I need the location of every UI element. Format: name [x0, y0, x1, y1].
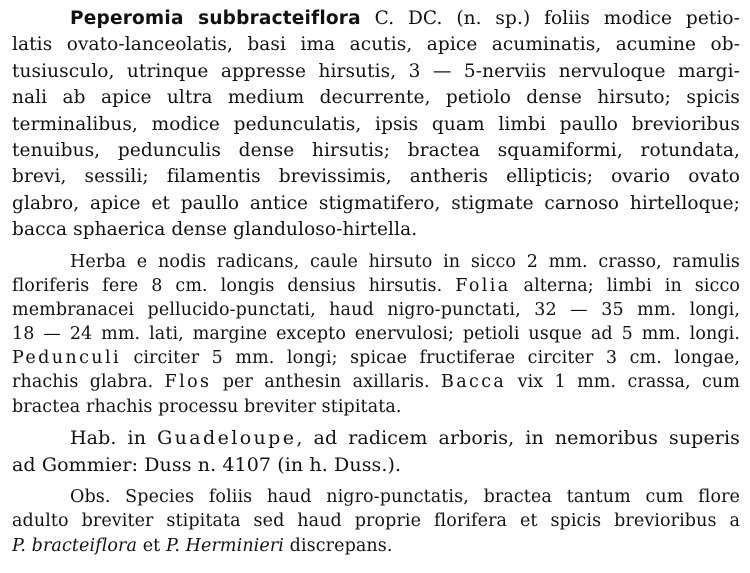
habitat-line [12, 425, 740, 452]
habit-text: rhachis glabra. [12, 372, 165, 393]
habit-line [12, 370, 740, 394]
observations-text: et [137, 535, 166, 556]
description-line [12, 6, 740, 32]
description-line: tusiusculo, utrinque appresse hirsutis, 3 — 5-nerviis nervuloque margi- [12, 60, 740, 82]
description-line-text: C. DC. (n. sp.) foliis modice petio- [360, 8, 740, 29]
observations-line: adulto breviter stipitata sed haud proprie florifera et spicis brevioribus a [12, 511, 740, 532]
taxon-name: P. Herminieri [165, 535, 284, 556]
habit-text: per anthesin axillaris. [211, 372, 441, 393]
species-description [12, 6, 740, 244]
habit-line: 18 — 24 mm. lati, margine excepto enervulosi; petioli usque ad 5 mm. longi. [12, 324, 740, 345]
taxon-name: P. bracteiflora [12, 535, 138, 556]
habit-line: bractea rhachis processu breviter stipitata. [12, 396, 402, 417]
description-line: terminalibus, modice pedunculatis, ipsis quam limbi paullo brevioribus [12, 113, 740, 135]
habit-paragraph [12, 250, 740, 419]
description-line: brevi, sessili; filamentis brevissimis, antheris ellipticis; ovario ovato [12, 166, 740, 188]
description-line: bacca sphaerica dense glanduloso-hirtella. [12, 219, 418, 241]
habit-text: alterna; limbi in sicco [510, 275, 740, 296]
description-line: glabro, apice et paullo antice stigmatifero, stigmate carnoso hirtelloque; [12, 192, 740, 214]
habit-text: floriferis fere 8 cm. longis densius hirsutis. [12, 275, 456, 296]
habitat-text: , ad radicem arboris, in nemoribus superis [296, 426, 740, 449]
habitat-text: Hab. in [70, 426, 158, 449]
habit-line [12, 346, 740, 370]
habitat-line: ad Gommier: Duss n. 4107 (in h. Duss.). [12, 453, 402, 476]
habit-line: membranacei pellucido-punctati, haud nigro-punctati, 32 — 35 mm. longi, [12, 299, 740, 320]
habit-spaced-term: Folia [455, 275, 511, 296]
habitat-paragraph [12, 425, 740, 479]
observations-paragraph [12, 485, 740, 559]
habit-text: circiter 5 mm. longi; spicae fructiferae circiter 3 cm. longae, [120, 348, 740, 369]
observations-line: Obs. Species foliis haud nigro-punctatis, bractea tantum cum flore [70, 486, 740, 507]
locality-name: Guadeloupe [157, 426, 297, 449]
observations-line [12, 534, 740, 559]
habit-text: vix 1 mm. crassa, cum [506, 372, 740, 393]
species-name: Peperomia subbracteiflora [70, 8, 361, 29]
habit-spaced-term: Bacca [440, 372, 507, 393]
habit-spaced-term: Flos [164, 372, 212, 393]
observations-text: discrepans. [284, 535, 393, 556]
habit-spaced-term: Pedunculi [12, 348, 121, 369]
description-line: nali ab apice ultra medium decurrente, petiolo dense hirsuto; spicis [12, 87, 740, 109]
description-line: latis ovato-lanceolatis, basi ima acutis, apice acuminatis, acumine ob- [12, 34, 740, 56]
habit-line: Herba e nodis radicans, caule hirsuto in sicco 2 mm. crasso, ramulis [70, 251, 740, 272]
habit-line [12, 274, 740, 298]
description-line: tenuibus, pedunculis dense hirsutis; bractea squamiformi, rotundata, [12, 139, 740, 161]
